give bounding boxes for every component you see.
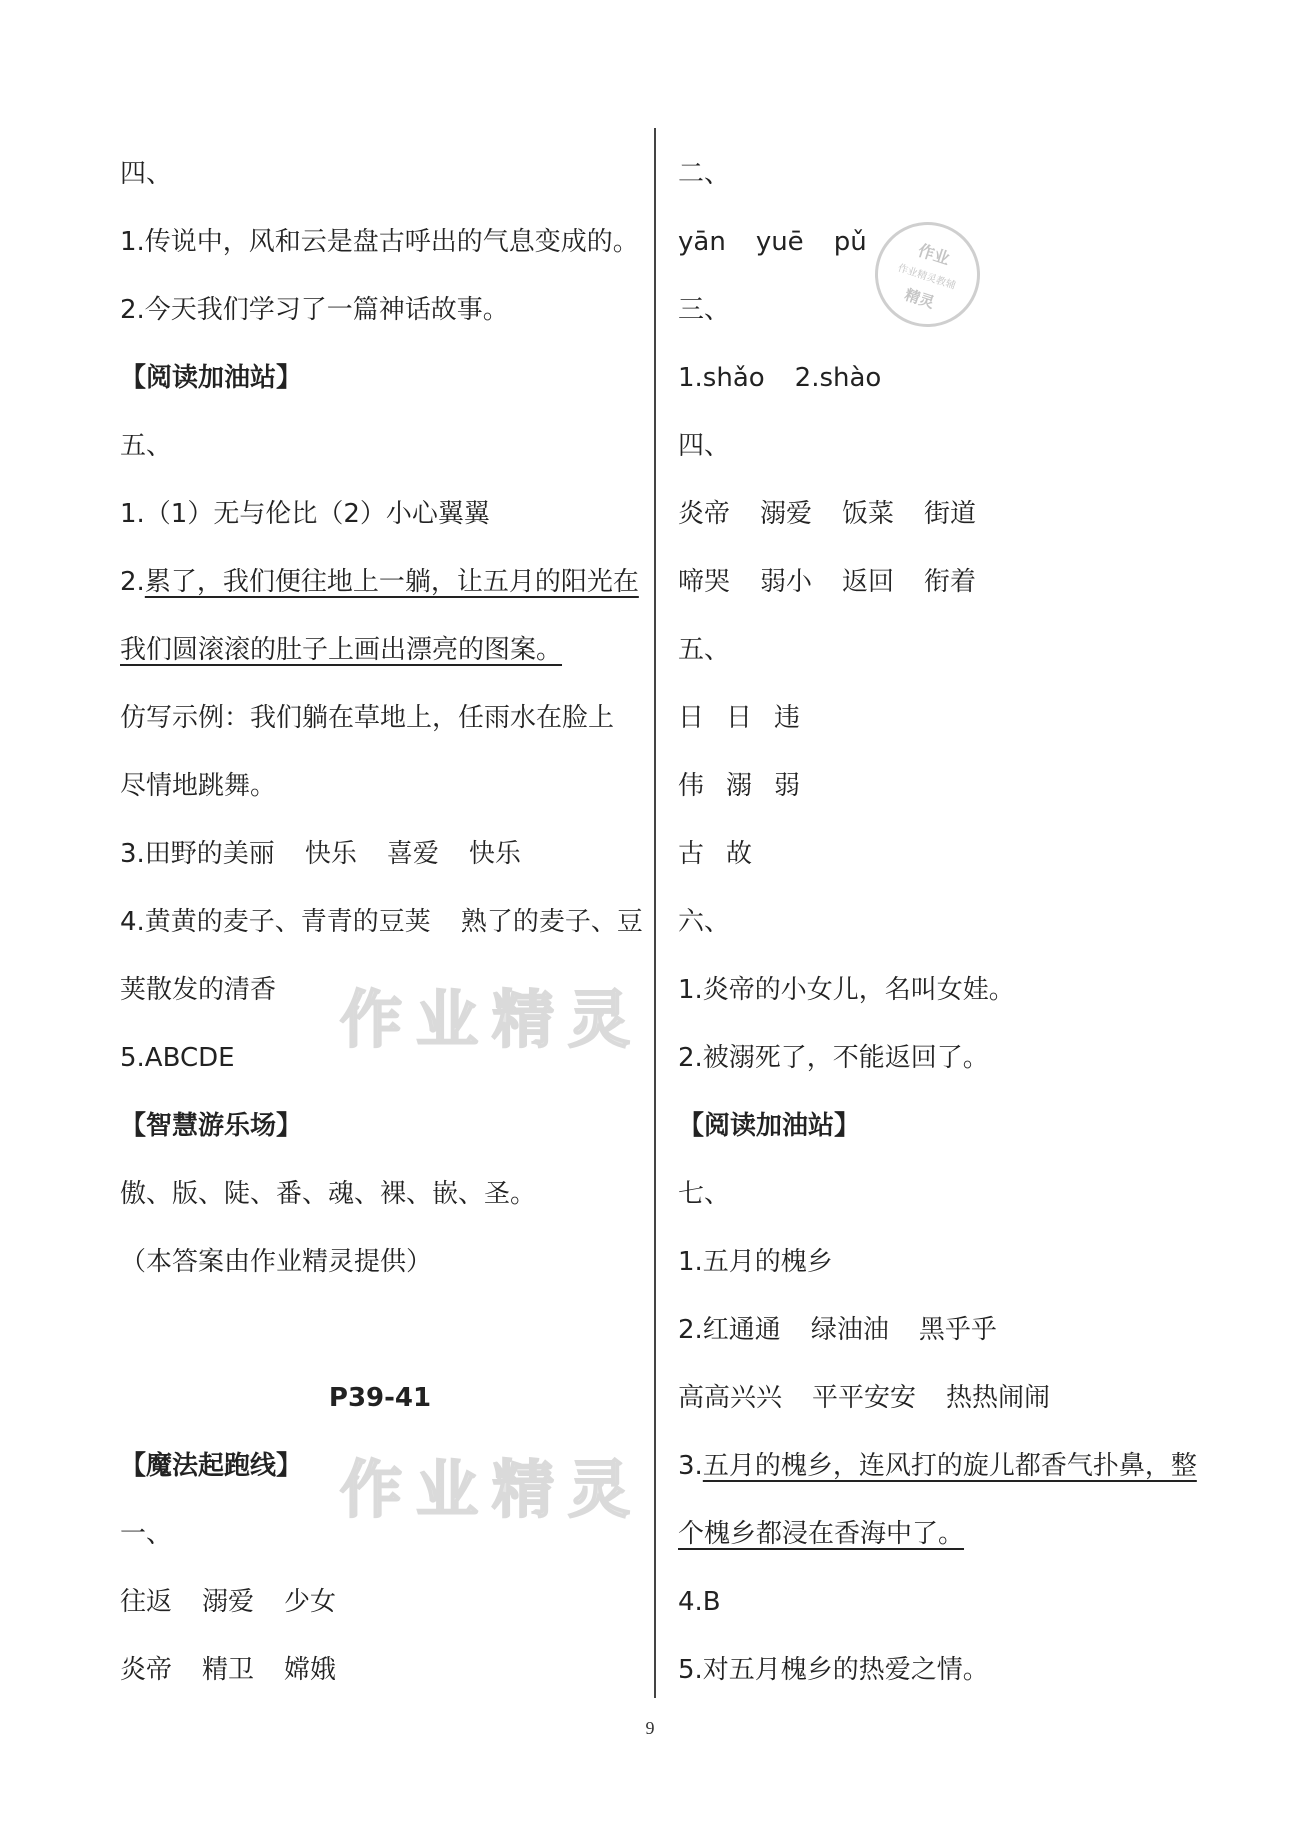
section-one: 一、 (120, 1519, 173, 1549)
section-heading-magic: 【魔法起跑线】 (120, 1451, 303, 1481)
answer-line: 往返 溺爱 少女 (120, 1587, 337, 1617)
answer-line: 1.炎帝的小女儿，名叫女娃。 (678, 975, 1015, 1005)
answer-line: 5.ABCDE (120, 1043, 235, 1073)
underlined-sentence: 五月的槐乡，连风打的旋儿都香气扑鼻，整 (702, 1451, 1197, 1481)
answer-line: 傲、版、陡、番、魂、裸、嵌、圣。 (120, 1179, 537, 1209)
answer-line: 3.五月的槐乡，连风打的旋儿都香气扑鼻，整 (678, 1451, 1197, 1481)
underlined-sentence: 个槐乡都浸在香海中了。 (678, 1519, 965, 1549)
answer-line (120, 616, 640, 684)
answer-line: 4.B (678, 1587, 721, 1617)
section-seven: 七、 (678, 1179, 731, 1209)
credit-note: （本答案由作业精灵提供） (120, 1247, 433, 1277)
left-column (120, 140, 643, 1704)
page-number: 9 (645, 1718, 655, 1738)
answer-line: 仿写示例：我们躺在草地上，任雨水在脸上 (120, 703, 615, 733)
watermark-text: 作业精灵 (340, 1453, 645, 1526)
answer-line: 2.今天我们学习了一篇神话故事。 (120, 295, 509, 325)
answer-line (678, 1500, 1218, 1568)
section-six: 六、 (678, 907, 731, 937)
answer-line: 1.（1）无与伦比（2）小心翼翼 (120, 499, 490, 529)
section-three: 三、 (678, 295, 731, 325)
right-column (678, 140, 1218, 1704)
answer-line: 炎帝 溺爱 饭菜 街道 (678, 499, 977, 529)
column-divider (654, 128, 656, 1698)
answer-line: 古 故 (678, 839, 753, 869)
answer-line: 4.黄黄的麦子、青青的豆荚 熟了的麦子、豆 (120, 907, 643, 937)
answer-line: 日 日 违 (678, 703, 801, 733)
section-heading-reading: 【阅读加油站】 (678, 1111, 861, 1141)
pinyin-line: yān yuē pǔ (678, 227, 867, 257)
answer-line: 尽情地跳舞。 (120, 771, 277, 801)
section-two: 二、 (678, 159, 731, 189)
answer-line: 炎帝 精卫 嫦娥 (120, 1655, 337, 1685)
underlined-sentence: 累了，我们便往地上一躺，让五月的阳光在 (144, 567, 639, 597)
section-five: 五、 (678, 635, 731, 665)
section-four: 四、 (120, 159, 173, 189)
section-heading-reading: 【阅读加油站】 (120, 363, 303, 393)
watermark-text: 作业精灵 (340, 983, 645, 1056)
underlined-sentence: 我们圆滚滚的肚子上画出漂亮的图案。 (120, 635, 563, 665)
answer-line: 啼哭 弱小 返回 衔着 (678, 567, 977, 597)
answer-line: 3.田野的美丽 快乐 喜爱 快乐 (120, 839, 521, 869)
section-five: 五、 (120, 431, 173, 461)
answer-line: 高高兴兴 平平安安 热热闹闹 (678, 1383, 1051, 1413)
page-range-title: P39-41 (328, 1383, 432, 1413)
answer-line: 2.被溺死了，不能返回了。 (678, 1043, 989, 1073)
answer-line: 2.红通通 绿油油 黑乎乎 (678, 1315, 997, 1345)
answer-line: 1.传说中，风和云是盘古呼出的气息变成的。 (120, 227, 639, 257)
section-heading-wisdom: 【智慧游乐场】 (120, 1111, 303, 1141)
answer-line: 2.累了，我们便往地上一躺，让五月的阳光在 (120, 567, 639, 597)
answer-line: 伟 溺 弱 (678, 771, 801, 801)
answer-line: 荚散发的清香 (120, 975, 277, 1005)
answer-line: 1.五月的槐乡 (678, 1247, 833, 1277)
stamp-seal-icon: 作业 作业精灵教辅 精灵 (861, 208, 993, 340)
answer-line: 5.对五月槐乡的热爱之情。 (678, 1655, 989, 1685)
pinyin-line: 1.shǎo 2.shào (678, 363, 882, 393)
section-four: 四、 (678, 431, 731, 461)
